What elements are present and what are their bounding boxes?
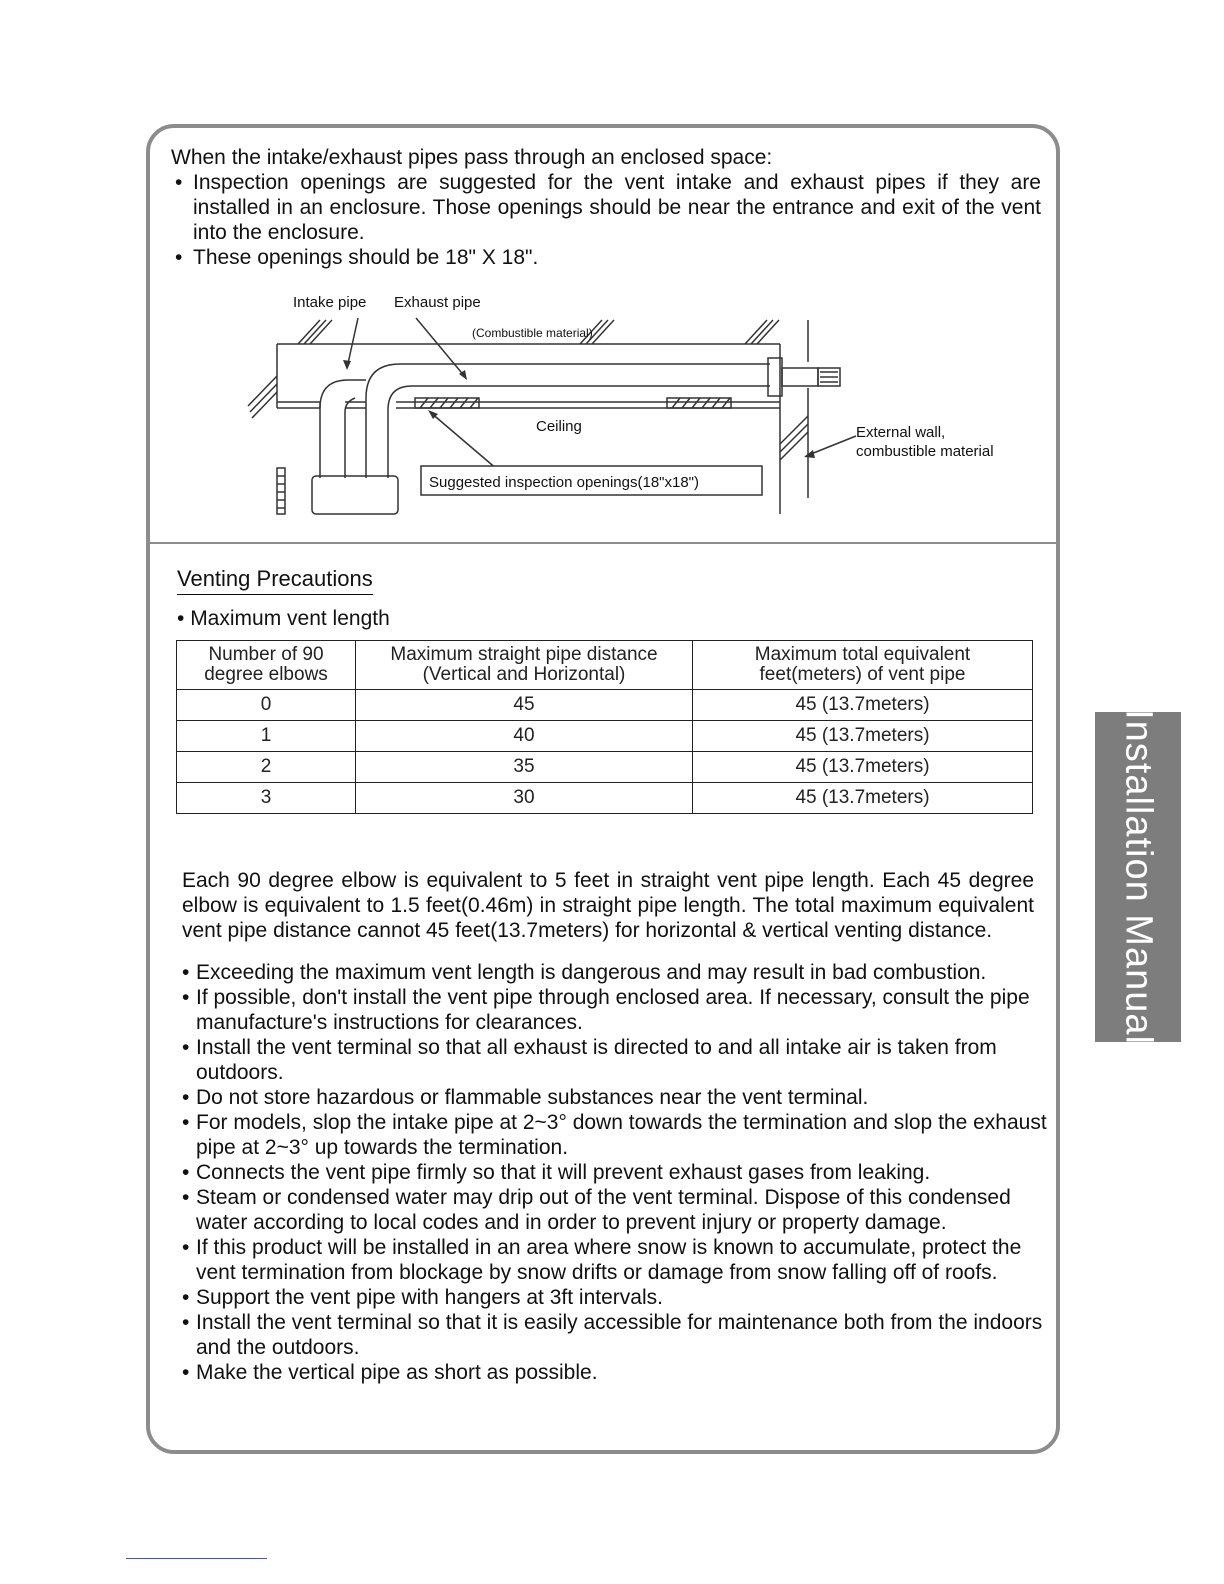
list-item: • Install the vent terminal so that it is easily accessible for maintenance both from the indoors and the outdoors. — [182, 1311, 1043, 1359]
enclosure-heading: When the intake/exhaust pipes pass through an enclosed space: — [171, 146, 773, 169]
table-header-row — [177, 641, 1033, 690]
vent-length-table — [176, 640, 1033, 814]
list-item: • Connects the vent pipe firmly so that it will prevent exhaust gases from leaking. — [182, 1161, 931, 1184]
list-item: • Steam or condensed water may drip out of the vent terminal. Dispose of this condensed water according to local codes and in order to prevent injury or property damage. — [182, 1186, 1011, 1234]
table-row: 3 30 45 (13.7meters) — [177, 783, 1033, 814]
section-divider — [150, 542, 1060, 544]
max-vent-subhead: • Maximum vent length — [177, 607, 390, 630]
list-item: • Exceeding the maximum vent length is dangerous and may result in bad combustion. — [182, 961, 987, 984]
list-item: • Support the vent pipe with hangers at 3ft intervals. — [182, 1286, 663, 1309]
list-item: • For models, slop the intake pipe at 2~3° down towards the termination and slop the exhaust pipe at 2~3° up towards the termination. — [182, 1111, 1047, 1159]
combustible-material-label: (Combustible material) — [472, 326, 593, 340]
table-row: 0 45 45 (13.7meters) — [177, 690, 1033, 721]
intake-pipe-inner — [345, 398, 355, 478]
table-row: 2 35 45 (13.7meters) — [177, 752, 1033, 783]
list-item: • Install the vent terminal so that all exhaust is directed to and all intake air is taken from outdoors. — [182, 1036, 997, 1084]
table-header-total: Maximum total equivalent feet(meters) of vent pipe — [693, 641, 1033, 690]
table-header-elbows: Number of 90 degree elbows — [177, 641, 356, 690]
enclosure-section — [171, 145, 1041, 270]
openings-label: Suggested inspection openings(18"x18") — [429, 474, 699, 491]
list-item: • If this product will be installed in an area where snow is known to accumulate, protect the vent termination from blockage by snow drifts or damage from snow falling off of roofs. — [182, 1236, 1022, 1284]
enclosure-bullet: • These openings should be 18" X 18". — [175, 246, 539, 269]
installation-manual-tab[interactable] — [1095, 709, 1181, 1045]
list-item: • If possible, don't install the vent pipe through enclosed area. If necessary, consult the pipe manufacture's instructions for clearances. — [182, 986, 1030, 1034]
intake-pipe-label: Intake pipe — [293, 294, 367, 311]
enclosure-bullet: • Inspection openings are suggested for the vent intake and exhaust pipes if they are installed in an enclosure. Those openings should be near the entrance and exit of the vent into the enclosure. — [175, 171, 1041, 244]
list-item: • Do not store hazardous or flammable substances near the vent terminal. — [182, 1086, 869, 1109]
elbow-equivalence-paragraph: Each 90 degree elbow is equivalent to 5 feet in straight vent pipe length. Each 45 degree elbow is equivalent to 1.5 feet(0.46m) in straight pipe length. The total maximum equivalent vent pipe distance cannot 45 feet(13.7meters) for horizontal & vertical venting distance. — [182, 869, 1034, 942]
table-header-straight: Maximum straight pipe distance (Vertical and Horizontal) — [356, 641, 693, 690]
table-row: 1 40 45 (13.7meters) — [177, 721, 1033, 752]
precautions-list — [182, 960, 1052, 1385]
list-item: • Make the vertical pipe as short as possible. — [182, 1361, 598, 1384]
side-tab-label: Installation Manual — [1117, 709, 1160, 1045]
combustible-wall-label: combustible material — [856, 443, 994, 460]
intake-pipe-outer — [320, 380, 366, 478]
exhaust-pipe-label: Exhaust pipe — [394, 294, 481, 311]
venting-title: Venting Precautions — [177, 566, 373, 595]
ceiling-label: Ceiling — [536, 418, 582, 435]
footer-rule — [126, 1558, 267, 1559]
enclosure-diagram — [240, 288, 1040, 518]
heater-unit — [312, 476, 398, 514]
external-wall-label: External wall, — [856, 424, 946, 441]
